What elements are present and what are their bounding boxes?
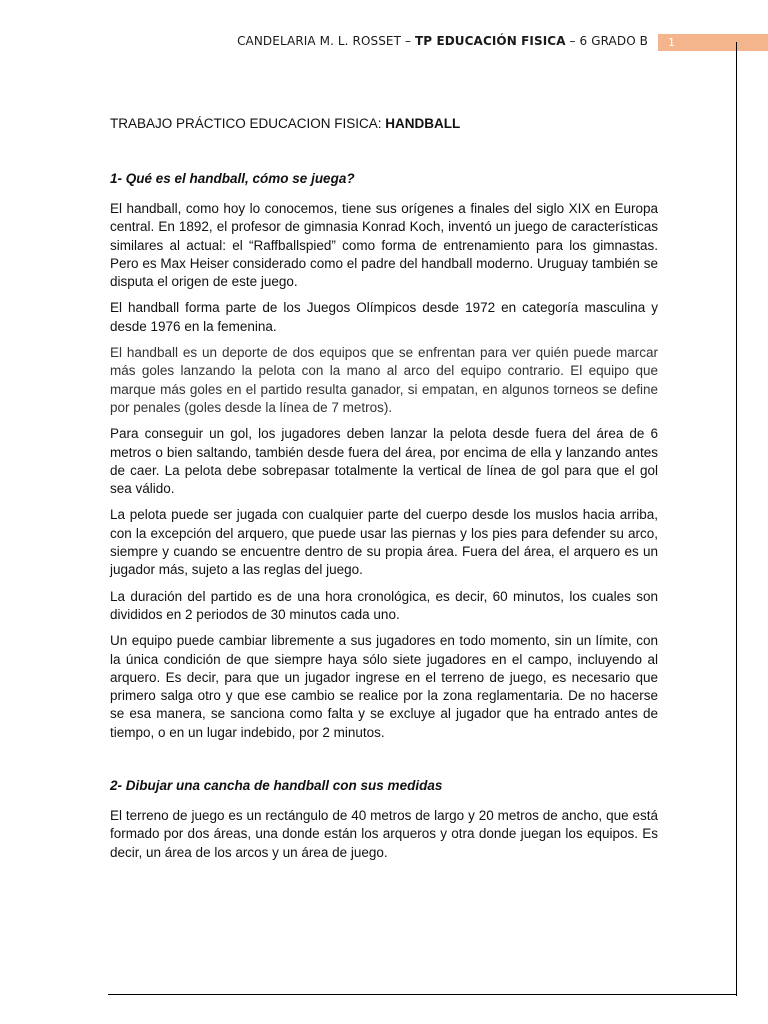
header-author: CANDELARIA M. L. ROSSET: [237, 34, 402, 48]
header-subject: TP EDUCACIÓN FISICA: [414, 34, 566, 48]
paragraph: El terreno de juego es un rectángulo de 40 metros de largo y 20 metros de ancho, que está formado por dos áreas, una donde están los arqueros y otra donde juegan los equipos. Es decir, un área de los arcos y un área de juego.: [110, 808, 658, 860]
right-border-line: [736, 42, 737, 996]
paragraph: El handball, como hoy lo conocemos, tiene sus orígenes a finales del siglo XIX en Europa central. En 1892, el profesor de gimnasia Konrad Koch, inventó un juego de características similares al actual: el “Raffballspied” como forma de entrenamiento para los gimnastas. Pero es Max Heiser considerado como el padre del handball moderno. Uruguay también se disputa el origen de este juego.: [110, 201, 658, 290]
title-topic: HANDBALL: [385, 116, 461, 131]
paragraph: Un equipo puede cambiar libremente a sus jugadores en todo momento, sin un límite, con la única condición de que siempre haya sólo siete jugadores en el campo, incluyendo al arquero. Es decir, para que un jugador ingrese en el terreno de juego, es necesario que primero salga otro y que ese cambio se realice por la zona reglamentaria. De no hacerse se esa manera, se sanciona como falta y se excluye al jugador que ha entrado antes de tiempo, o en un lugar indebido, por 2 minutos.: [110, 633, 658, 740]
document-title: [110, 116, 658, 131]
header-grade: 6 GRADO B: [579, 34, 648, 48]
page-number-badge: 1: [658, 34, 768, 51]
header-separator: –: [401, 34, 415, 48]
title-prefix: TRABAJO PRÁCTICO EDUCACION FISICA:: [110, 116, 386, 131]
page-header: [0, 34, 648, 48]
paragraph: Para conseguir un gol, los jugadores deben lanzar la pelota desde fuera del área de 6 metros o bien saltando, también desde fuera del área, por encima de ella y lanzando antes de caer. La pelota debe sobrepasar totalmente la vertical de línea de gol para que el gol sea válido.: [110, 426, 658, 497]
header-separator: –: [565, 34, 580, 48]
paragraph: La duración del partido es de una hora cronológica, es decir, 60 minutos, los cuales son divididos en 2 periodos de 30 minutos cada uno.: [110, 588, 658, 622]
document-body: [110, 116, 658, 870]
section-2-heading: 2- Dibujar una cancha de handball con sus medidas: [110, 778, 443, 794]
bottom-border-line: [108, 994, 737, 995]
paragraph: La pelota puede ser jugada con cualquier parte del cuerpo desde los muslos hacia arriba, con la excepción del arquero, que puede usar las piernas y los pies para defender su arco, siempre y cuando se encuentre dentro de su propia área. Fuera del área, el arquero es un jugador más, sujeto a las reglas del juego.: [110, 507, 658, 578]
section-1-heading: 1- Qué es el handball, cómo se juega?: [110, 171, 355, 186]
paragraph: El handball es un deporte de dos equipos que se enfrentan para ver quién puede marcar más goles lanzando la pelota con la mano al arco del equipo contrario. El equipo que marque más goles en el partido resulta ganador, si empatan, en algunos torneos se define por penales (goles desde la línea de 7 metros).: [110, 345, 658, 415]
paragraph: El handball forma parte de los Juegos Olímpicos desde 1972 en categoría masculina y desde 1976 en la femenina.: [110, 300, 658, 334]
